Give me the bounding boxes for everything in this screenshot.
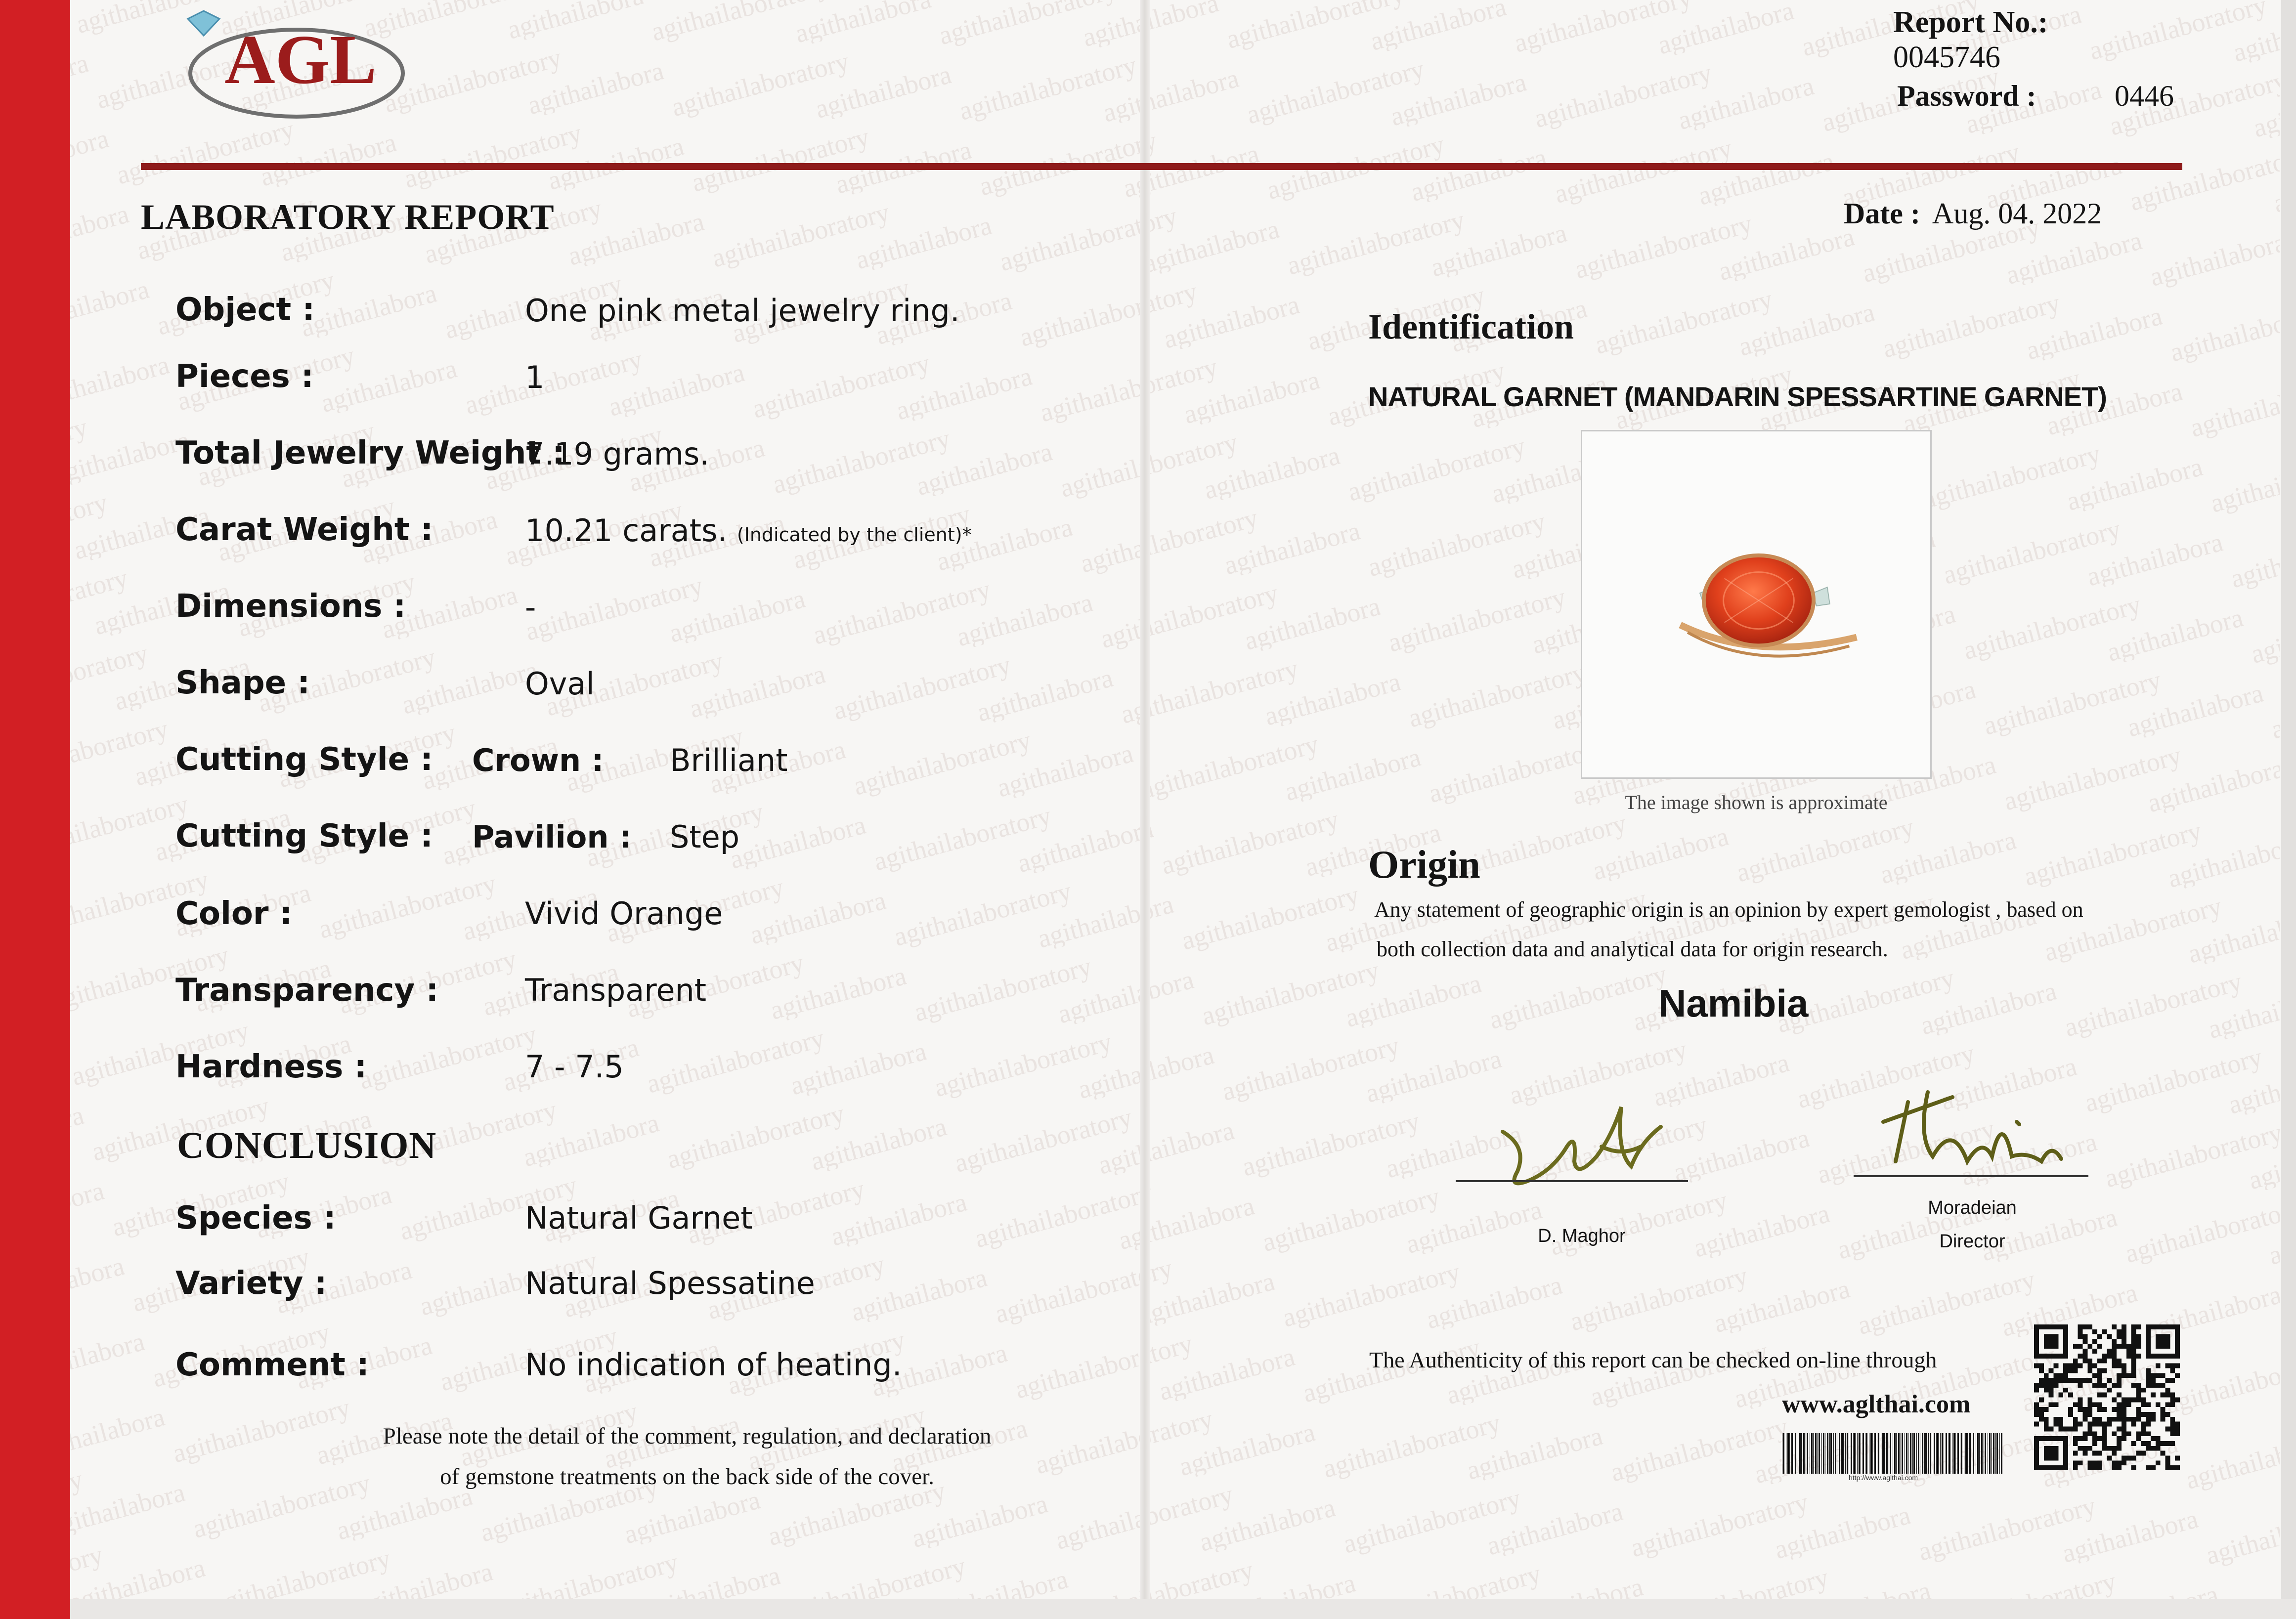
object-label: Object : <box>175 292 315 328</box>
signature-right-title: Director <box>1939 1231 2005 1252</box>
date-value: Aug. 04. 2022 <box>1932 197 2102 230</box>
variety-value: Natural Spessatine <box>525 1265 815 1301</box>
note-line-1: Please note the detail of the comment, regulation, and declaration <box>383 1423 992 1449</box>
cutting-style-pavilion-label: Cutting Style : <box>175 818 433 854</box>
color-label: Color : <box>175 895 293 932</box>
pieces-label: Pieces : <box>175 358 314 395</box>
carat-weight-note: (Indicated by the client)* <box>736 524 972 546</box>
gemstone-photo <box>1581 430 1932 779</box>
password-label: Password : <box>1897 80 2036 112</box>
barcode-text: http://www.aglthai.com <box>1849 1474 1918 1482</box>
identification-heading: Identification <box>1368 307 1574 346</box>
image-caption: The image shown is approximate <box>1625 791 1888 813</box>
website-link[interactable]: www.aglthai.com <box>1782 1390 1971 1418</box>
signature-left <box>1453 1072 1690 1191</box>
origin-text-line-2: both collection data and analytical data for origin research. <box>1377 937 1888 961</box>
ring-image <box>1582 431 1930 777</box>
variety-label: Variety : <box>175 1265 327 1302</box>
dimensions-value: - <box>525 589 536 625</box>
species-label: Species : <box>175 1200 336 1236</box>
comment-label: Comment : <box>175 1347 369 1383</box>
shape-label: Shape : <box>175 665 310 701</box>
signature-left-name: D. Maghor <box>1538 1226 1626 1246</box>
transparency-value: Transparent <box>525 972 707 1008</box>
crown-label: Crown : <box>472 742 604 778</box>
signature-right-line <box>1854 1175 2088 1177</box>
treatment-note <box>316 1416 1058 1497</box>
shape-value: Oval <box>525 666 595 702</box>
authenticity-text: The Authenticity of this report can be checked on-line through <box>1369 1347 1937 1372</box>
total-weight-value: 7.19 grams. <box>525 436 709 472</box>
qr-code <box>2034 1324 2185 1470</box>
carat-weight-label: Carat Weight : <box>175 511 433 548</box>
header-rule <box>141 163 2182 170</box>
origin-heading: Origin <box>1368 843 1480 887</box>
report-date <box>1844 197 2102 231</box>
page-fold <box>1140 0 1150 1619</box>
carat-weight-value <box>525 512 972 549</box>
total-weight-label: Total Jewelry Weight : <box>175 435 565 471</box>
hardness-value: 7 - 7.5 <box>525 1049 624 1085</box>
signature-right-block <box>1878 1191 2066 1258</box>
password <box>1897 79 2180 113</box>
date-label: Date : <box>1844 197 1920 230</box>
pavilion-value: Step <box>670 819 740 855</box>
origin-country: Namibia <box>1658 981 1809 1025</box>
password-value: 0446 <box>2115 80 2174 112</box>
origin-text-line-1: Any statement of geographic origin is an opinion by expert gemologist , based on <box>1374 897 2083 922</box>
note-line-2: of gemstone treatments on the back side of the cover. <box>440 1464 934 1490</box>
dimensions-label: Dimensions : <box>175 588 406 625</box>
report-number <box>1893 5 2180 75</box>
signature-right-name: Moradeian <box>1928 1197 2017 1218</box>
page-bottom-edge <box>70 1599 2296 1619</box>
object-value: One pink metal jewelry ring. <box>525 293 960 329</box>
color-value: Vivid Orange <box>525 895 723 932</box>
carat-weight-number: 10.21 carats. <box>525 512 728 549</box>
report-no-label: Report No.: <box>1893 5 2048 39</box>
watermark-background <box>70 0 2280 1599</box>
pavilion-label: Pavilion : <box>472 819 632 855</box>
crown-value: Brilliant <box>670 742 788 778</box>
signature-left-line <box>1456 1180 1688 1182</box>
cutting-style-crown-label: Cutting Style : <box>175 741 433 778</box>
report-no-value: 0045746 <box>1893 41 2000 74</box>
report-title: LABORATORY REPORT <box>141 197 555 237</box>
transparency-label: Transparency : <box>175 972 439 1009</box>
page-edge <box>2281 0 2296 1619</box>
hardness-label: Hardness : <box>175 1049 367 1085</box>
species-value: Natural Garnet <box>525 1200 753 1236</box>
identification-value: NATURAL GARNET (MANDARIN SPESSARTINE GARNET) <box>1368 381 2107 412</box>
pieces-value: 1 <box>525 359 545 395</box>
barcode <box>1782 1433 2004 1474</box>
agl-logo <box>178 9 415 128</box>
comment-value: No indication of heating. <box>525 1347 902 1383</box>
signature-right <box>1854 1063 2111 1181</box>
conclusion-heading: CONCLUSION <box>177 1125 437 1166</box>
logo-text: AGL <box>224 20 377 98</box>
red-side-band <box>0 0 70 1619</box>
diamond-icon <box>188 11 219 36</box>
